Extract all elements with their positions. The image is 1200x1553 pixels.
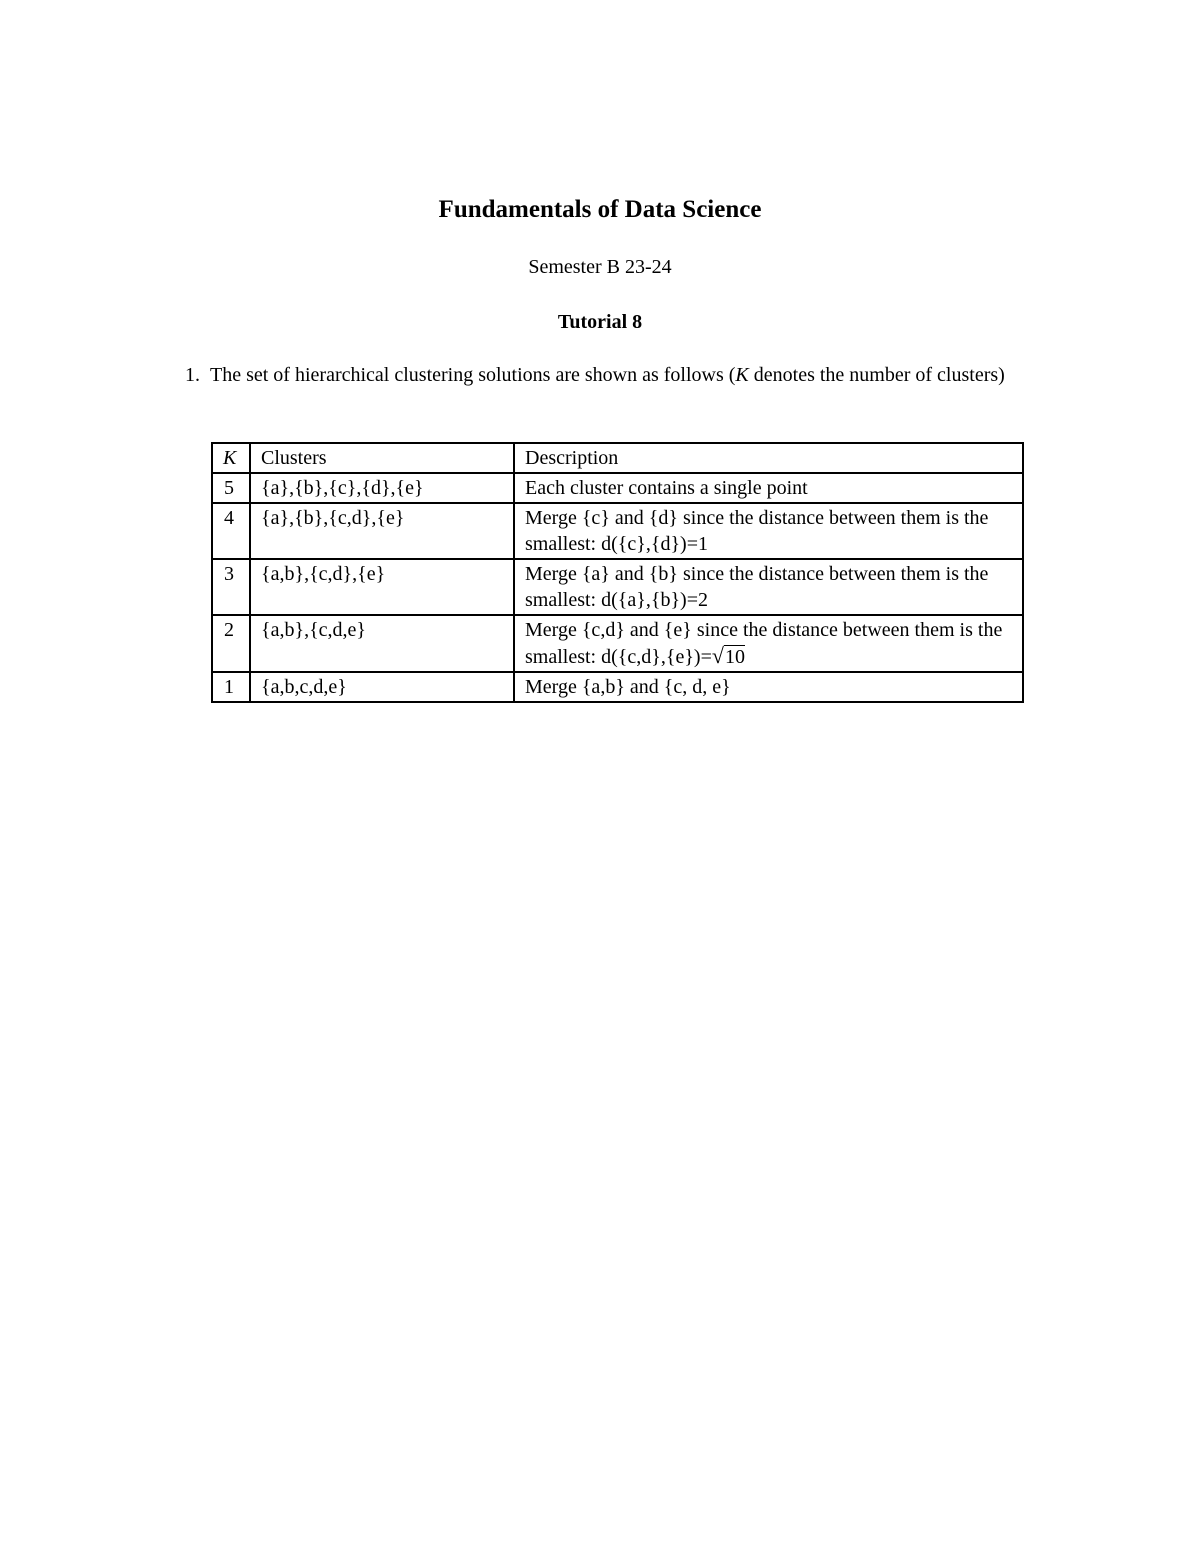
sqrt-expression	[712, 643, 745, 670]
cell-k: 2	[212, 615, 250, 672]
cell-clusters: {a},{b},{c},{d},{e}	[250, 473, 514, 503]
question-text-after: denotes the number of clusters)	[748, 364, 1005, 386]
clustering-table	[211, 442, 1024, 703]
question-text-italic: K	[735, 364, 749, 386]
sqrt-symbol: √	[711, 643, 724, 668]
cell-description	[514, 615, 1023, 672]
header-k	[212, 443, 250, 473]
cell-clusters: {a,b},{c,d,e}	[250, 615, 514, 672]
cell-k: 3	[212, 559, 250, 615]
cell-k: 5	[212, 473, 250, 503]
header-k-label: K	[223, 447, 237, 469]
table-row	[212, 559, 1023, 615]
cell-clusters: {a},{b},{c,d},{e}	[250, 503, 514, 559]
cell-description: Merge {a} and {b} since the distance between them is the smallest: d({a},{b})=2	[514, 559, 1023, 615]
document-title: Fundamentals of Data Science	[438, 196, 762, 223]
table-row	[212, 672, 1023, 702]
description-text: Merge {c,d} and {e} since the distance between them is the smallest: d({c,d},{e})=	[525, 619, 1003, 668]
header-clusters: Clusters	[250, 443, 514, 473]
table-row	[212, 473, 1023, 503]
cell-description: Merge {a,b} and {c, d, e}	[514, 672, 1023, 702]
header-description: Description	[514, 443, 1023, 473]
tutorial-heading: Tutorial 8	[557, 311, 643, 333]
question-text-before: The set of hierarchical clustering solutions are shown as follows (	[210, 364, 736, 386]
question-1	[185, 362, 1030, 389]
cell-k: 4	[212, 503, 250, 559]
cell-description: Each cluster contains a single point	[514, 473, 1023, 503]
table-row	[212, 615, 1023, 672]
sqrt-radicand: 10	[724, 646, 745, 668]
table-header-row	[212, 443, 1023, 473]
question-number: 1.	[185, 364, 200, 386]
cell-description: Merge {c} and {d} since the distance between them is the smallest: d({c},{d})=1	[514, 503, 1023, 559]
semester-label: Semester B 23-24	[528, 256, 672, 278]
table-row	[212, 503, 1023, 559]
cell-clusters: {a,b},{c,d},{e}	[250, 559, 514, 615]
cell-clusters: {a,b,c,d,e}	[250, 672, 514, 702]
question-text	[210, 362, 1030, 389]
cell-k: 1	[212, 672, 250, 702]
